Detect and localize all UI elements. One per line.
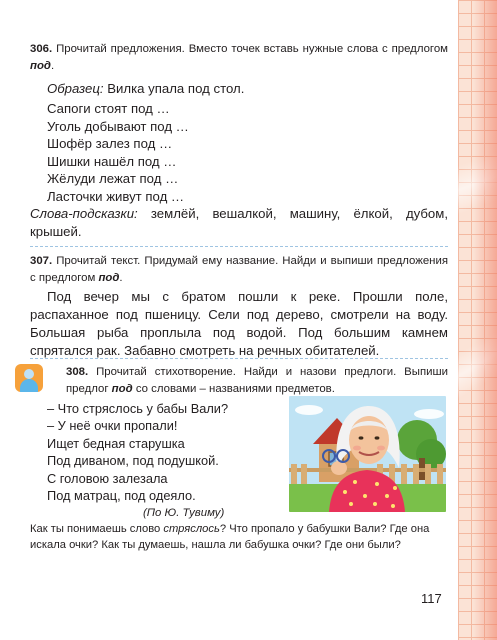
icon-body — [20, 379, 38, 392]
instruction-text: Прочитай текст. Придумай ему название. Найди и выпиши предложения с предлогом — [30, 255, 448, 284]
sentence-list — [47, 100, 465, 206]
poem-line: Ищет бедная старушка — [47, 435, 185, 451]
question-word: стряслось — [163, 523, 220, 535]
hint-words — [30, 205, 448, 241]
exercise-307-text: Под вечер мы с братом пошли к реке. Прошли поле, распаханное под пшеницу. Сели под дерево, смотрели на воду. Большая рыба проплыла под водой. Под большим камнем спрятался рак. Забавно смотреть на речных обитателей. — [30, 289, 448, 358]
sentence: Сапоги стоят под … — [47, 101, 170, 116]
question-text: Как ты понимаешь слово — [30, 523, 161, 535]
exercise-308-questions — [30, 521, 448, 553]
sentence: Ласточки живут под … — [47, 188, 185, 204]
sentence: Уголь добывают под … — [47, 118, 189, 134]
question-text: ? Что пропало у бабушки Вали? Где она искала очки? Как ты думаешь, нашла ли бабушка очки? Где они были? — [30, 523, 430, 551]
exercise-308-instruction — [66, 364, 448, 398]
poem-line: – Что стряслось у бабы Вали? — [47, 401, 229, 416]
poem-source: (По Ю. Тувиму) — [143, 507, 225, 520]
exercise-307-instruction: 307. Прочитай текст. Придумай ему название. Найди и выпиши предложения с предлогом под. — [30, 255, 448, 284]
sample-text: Вилка упала под стол. — [107, 81, 245, 96]
divider — [30, 358, 448, 359]
divider — [30, 246, 448, 247]
poem-line: Под диваном, под подушкой. — [47, 453, 219, 469]
exercise-306-instruction: 306. Прочитай предложения. Вместо точек вставь нужные слова с предлогом под. — [30, 43, 449, 72]
poem-line: Под матрац, под одеяло. — [47, 488, 196, 504]
keyword: под — [111, 383, 133, 395]
exercise-number: 307. — [30, 255, 53, 267]
instruction-text: Прочитай предложения. Вместо точек вставь нужные слова с предлогом — [56, 43, 449, 55]
exercise-number: 308. — [66, 366, 89, 378]
keyword: под — [30, 60, 51, 72]
hints-label: Слова-подсказки: — [30, 206, 138, 221]
sentence: Шишки нашёл под … — [47, 153, 177, 169]
grandmother-picture — [289, 396, 446, 512]
sample-label: Образец: — [47, 81, 104, 96]
poem-line: С головою залезала — [47, 470, 168, 486]
child-avatar-icon — [15, 364, 43, 392]
margin-shade — [473, 0, 497, 640]
sentence: Шофёр залез под … — [47, 136, 173, 152]
keyword: под — [98, 272, 120, 284]
poem-line: – У неё очки пропали! — [47, 418, 178, 434]
sample-line — [47, 80, 465, 98]
exercise-number: 306. — [30, 43, 53, 55]
sentence: Жёлуди лежат под … — [47, 171, 179, 187]
page-number: 117 — [421, 591, 442, 606]
hints-text: землёй, вешалкой, машину, ёлкой, дубом, крышей. — [30, 206, 448, 239]
poem — [47, 400, 287, 523]
icon-head — [24, 369, 34, 379]
instruction-text: Прочитай стихотворение. Найди и назови предлоги. Выпиши предлог — [66, 366, 448, 395]
grandmother-illustration — [289, 396, 446, 512]
instruction-text: со словами – названиями предметов. — [135, 383, 335, 395]
